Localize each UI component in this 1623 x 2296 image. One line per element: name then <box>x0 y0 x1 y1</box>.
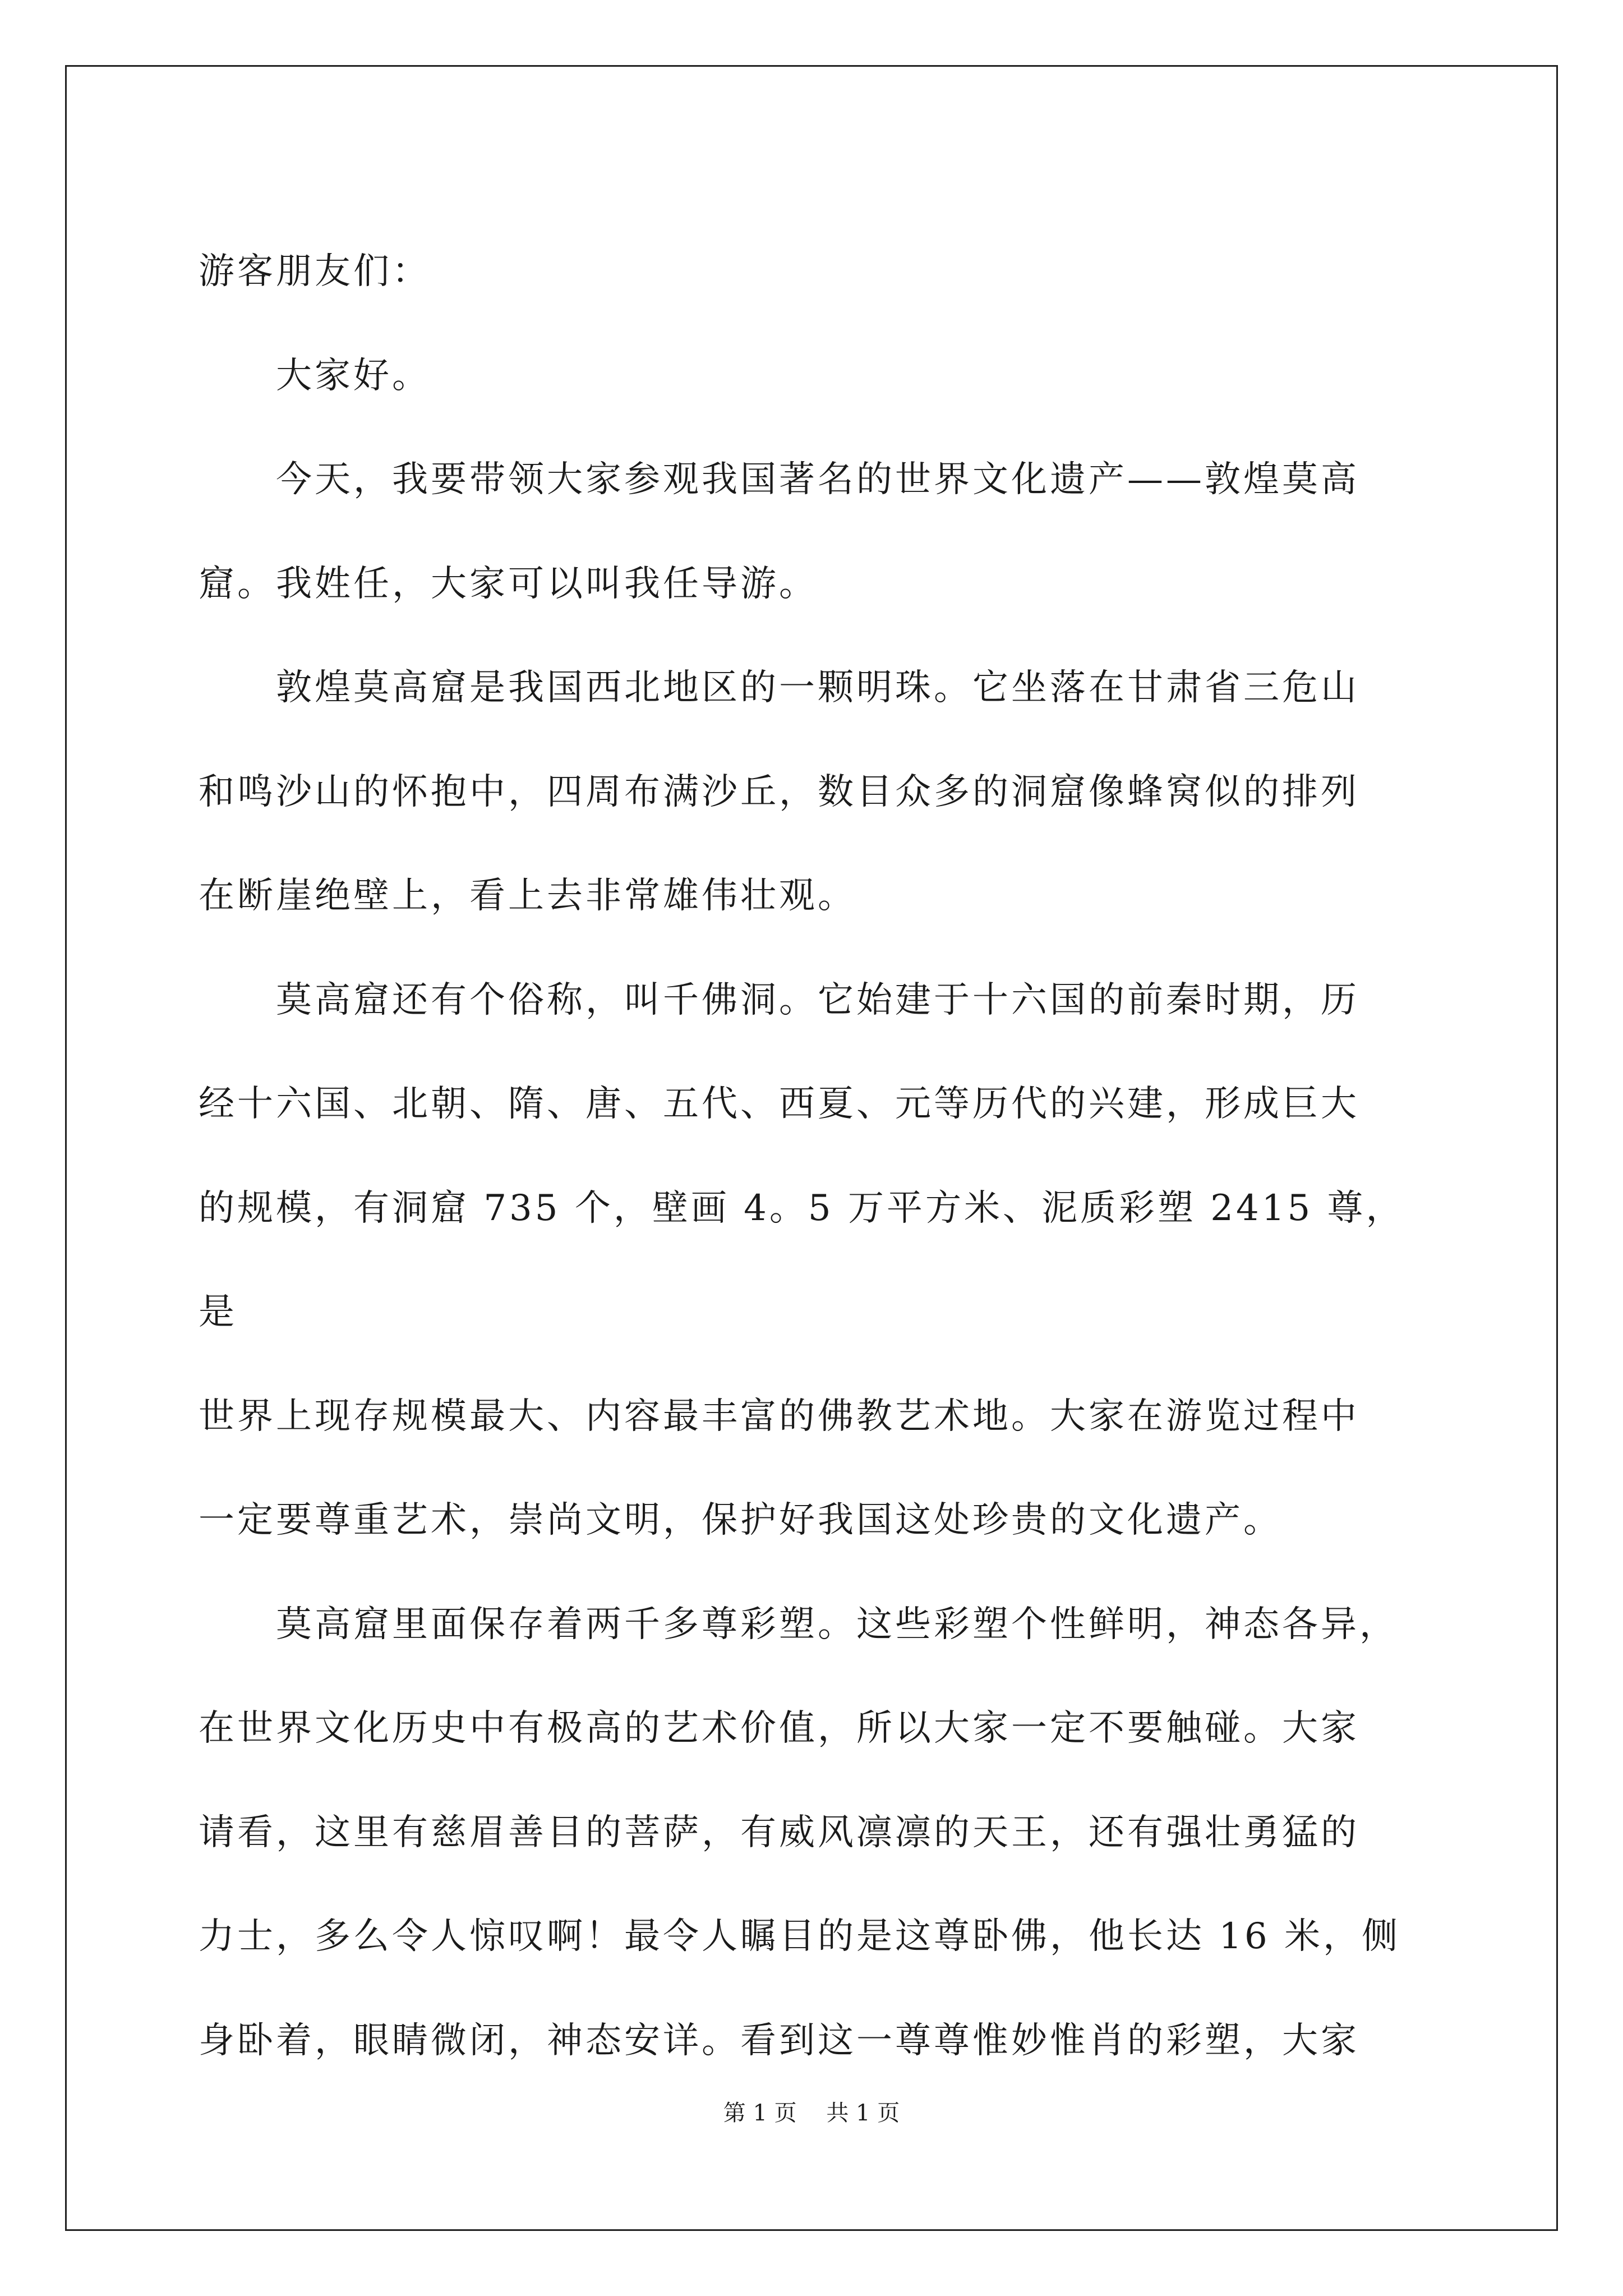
text-line: 敦煌莫高窟是我国西北地区的一颗明珠。它坐落在甘肃省三危山 <box>199 667 1359 708</box>
text-line: 大家好。 <box>199 355 431 397</box>
text-line: 在世界文化历史中有极高的艺术价值，所以大家一定不要触碰。大家 <box>199 1708 1359 1749</box>
text-line: 今天，我要带领大家参观我国著名的世界文化遗产——敦煌莫高 <box>199 459 1359 500</box>
text-line: 力士，多么令人惊叹啊！最令人瞩目的是这尊卧佛，他长达 16 米，侧 <box>199 1916 1401 1957</box>
text-line: 身卧着，眼睛微闭，神态安详。看到这一尊尊惟妙惟肖的彩塑，大家 <box>199 2019 1359 2062</box>
text-line: 经十六国、北朝、隋、唐、五代、西夏、元等历代的兴建，形成巨大 <box>199 1083 1359 1125</box>
text-line: 的规模，有洞窟 735 个，壁画 4。5 万平方米、泥质彩塑 2415 尊，是 <box>199 1187 1405 1333</box>
text-line: 莫高窟还有个俗称，叫千佛洞。它始建于十六国的前秦时期，历 <box>199 979 1359 1021</box>
text-line: 窟。我姓任，大家可以叫我任导游。 <box>199 563 818 605</box>
text-line: 游客朋友们： <box>199 251 431 292</box>
text-line: 一定要尊重艺术，崇尚文明，保护好我国这处珍贵的文化遗产。 <box>199 1499 1282 1541</box>
text-line: 请看，这里有慈眉善目的菩萨，有威风凛凛的天王，还有强壮勇猛的 <box>199 1811 1359 1853</box>
text-line: 世界上现存规模最大、内容最丰富的佛教艺术地。大家在游览过程中 <box>199 1395 1359 1437</box>
document-body <box>199 220 1427 2093</box>
page-number-footer: 第 1 页 共 1 页 <box>723 2100 900 2126</box>
text-line: 莫高窟里面保存着两千多尊彩塑。这些彩塑个性鲜明，神态各异， <box>199 1603 1398 1645</box>
text-line: 和鸣沙山的怀抱中，四周布满沙丘，数目众多的洞窟像蜂窝似的排列 <box>199 771 1359 813</box>
text-line: 在断崖绝壁上，看上去非常雄伟壮观。 <box>199 875 856 917</box>
